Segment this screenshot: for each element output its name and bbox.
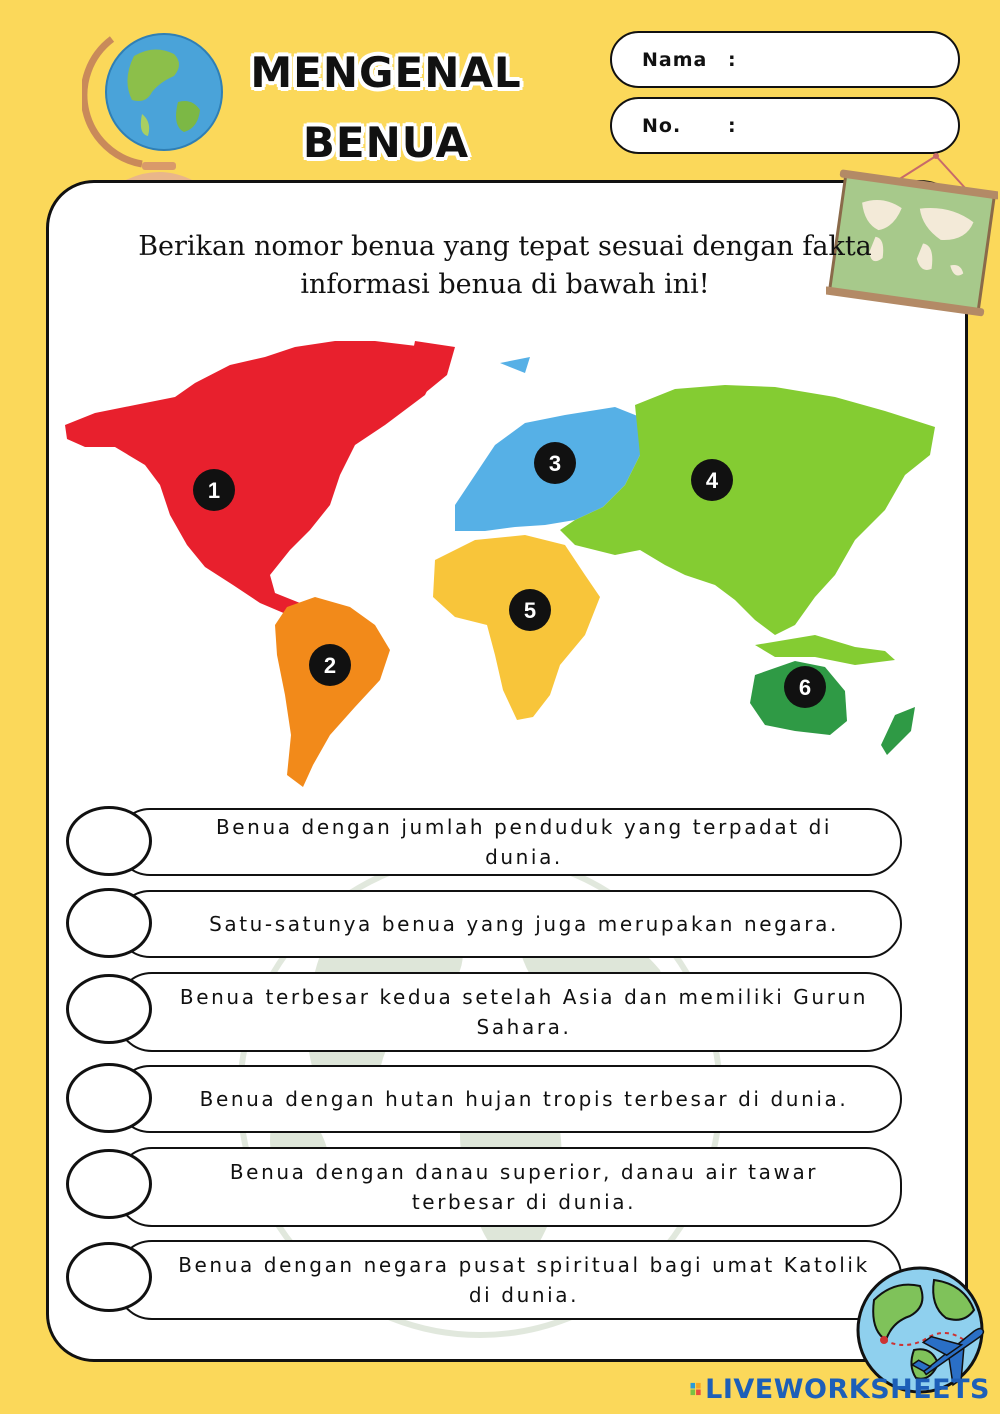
desk-globe-icon	[82, 14, 232, 184]
question-row	[66, 1240, 902, 1320]
name-field[interactable]	[610, 31, 960, 88]
answer-input[interactable]	[66, 1063, 152, 1133]
instruction-text: Berikan nomor benua yang tepat sesuai dengan fakta informasi benua di bawah ini!	[138, 231, 872, 300]
marker-3	[534, 442, 576, 484]
marker-4	[691, 459, 733, 501]
marker-5	[509, 589, 551, 631]
number-field[interactable]	[610, 97, 960, 154]
svg-text:4: 4	[705, 468, 719, 493]
brand-name: LIVEWORKSHEETS	[705, 1373, 990, 1405]
question-text: Benua terbesar kedua setelah Asia dan memiliki Gurun Sahara.	[116, 972, 902, 1052]
name-colon: :	[728, 48, 736, 71]
svg-text:5: 5	[523, 598, 537, 623]
question-text: Satu-satunya benua yang juga merupakan negara.	[116, 890, 902, 958]
world-map	[55, 335, 945, 790]
name-label: Nama	[642, 48, 708, 71]
svg-text:3: 3	[548, 451, 562, 476]
answer-input[interactable]	[66, 974, 152, 1044]
marker-6	[784, 666, 826, 708]
question-text: Benua dengan jumlah penduduk yang terpadat di dunia.	[116, 808, 902, 876]
marker-2	[309, 644, 351, 686]
continent-north-america	[65, 341, 440, 617]
brand-logo	[690, 1372, 990, 1406]
answer-input[interactable]	[66, 888, 152, 958]
question-text: Benua dengan negara pusat spiritual bagi umat Katolik di dunia.	[116, 1240, 902, 1320]
question-row	[66, 972, 902, 1052]
continent-south-america	[275, 597, 390, 787]
question-text: Benua dengan danau superior, danau air tawar terbesar di dunia.	[116, 1147, 902, 1227]
answer-input[interactable]	[66, 1149, 152, 1219]
svg-text:1: 1	[207, 478, 221, 503]
marker-1	[193, 469, 235, 511]
answer-input[interactable]	[66, 806, 152, 876]
continent-africa	[433, 535, 600, 720]
title-line-2: BENUA	[302, 118, 470, 167]
number-label: No.	[642, 114, 682, 137]
question-row	[66, 808, 902, 876]
question-row	[66, 1147, 902, 1227]
number-colon: :	[728, 114, 736, 137]
question-row	[66, 890, 902, 958]
question-row	[66, 1065, 902, 1133]
svg-text:2: 2	[323, 653, 337, 678]
page-title	[250, 38, 522, 178]
answer-input[interactable]	[66, 1242, 152, 1312]
title-line-1: MENGENAL	[250, 48, 522, 97]
svg-text:6: 6	[798, 675, 812, 700]
liveworksheets-logo-icon	[690, 1376, 701, 1402]
question-text: Benua dengan hutan hujan tropis terbesar di dunia.	[116, 1065, 902, 1133]
